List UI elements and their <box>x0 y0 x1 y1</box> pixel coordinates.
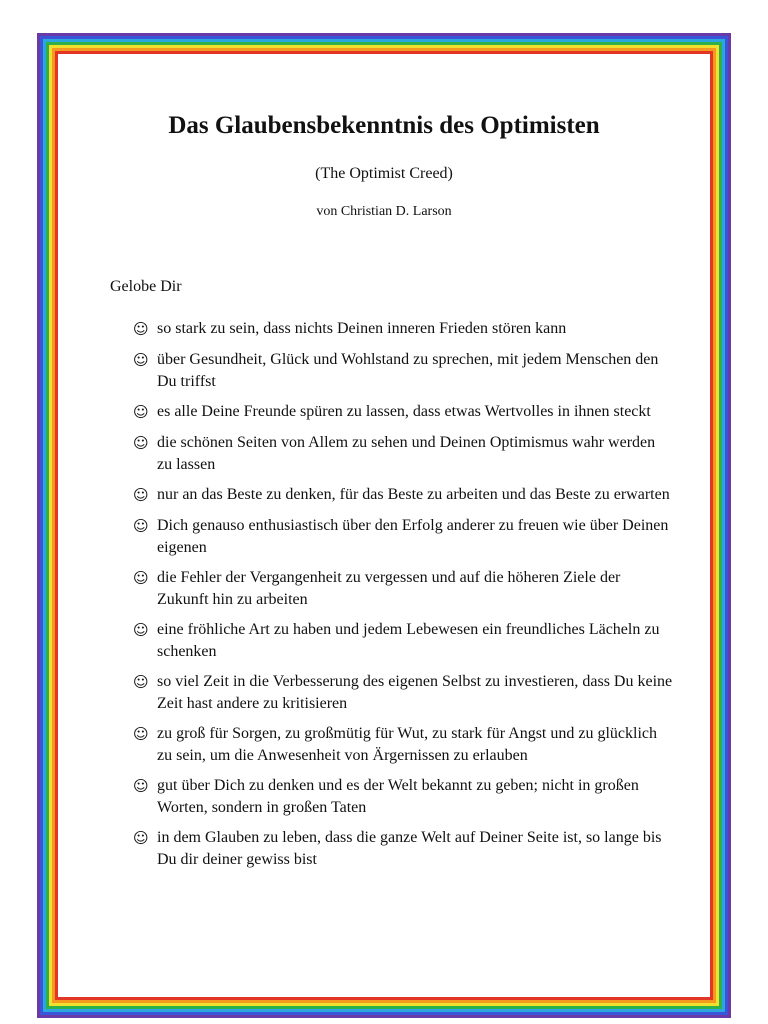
vow-text: die Fehler der Vergangenheit zu vergessen und auf die höheren Ziele der Zukunft hin zu arbeiten <box>157 569 621 608</box>
smiley-face-icon: ☺ <box>133 829 149 847</box>
vow-text: es alle Deine Freunde spüren zu lassen, dass etwas Wertvolles in ihnen steckt <box>157 403 651 420</box>
smiley-face-icon: ☺ <box>133 320 149 338</box>
smiley-face-icon: ☺ <box>133 517 149 535</box>
vow-text: in dem Glauben zu leben, dass die ganze Welt auf Deiner Seite ist, so lange bis Du dir deiner gewiss bist <box>157 829 662 868</box>
page-title: Das Glaubensbekenntnis des Optimisten <box>168 112 600 139</box>
list-item <box>133 567 673 610</box>
author-line: von Christian D. Larson <box>316 204 452 219</box>
vow-text: die schönen Seiten von Allem zu sehen und Deinen Optimismus wahr werden zu lassen <box>157 434 656 473</box>
smiley-face-icon: ☺ <box>133 569 149 587</box>
page-subtitle: (The Optimist Creed) <box>315 165 453 182</box>
smiley-face-icon: ☺ <box>133 434 149 452</box>
vow-text: über Gesundheit, Glück und Wohlstand zu sprechen, mit jedem Menschen den Du triffst <box>157 351 659 390</box>
list-item <box>133 723 673 766</box>
vow-text: nur an das Beste zu denken, für das Beste zu arbeiten und das Beste zu erwarten <box>157 486 670 503</box>
list-item <box>133 671 673 714</box>
smiley-face-icon: ☺ <box>133 725 149 743</box>
list-item <box>133 827 673 870</box>
smiley-face-icon: ☺ <box>133 403 149 421</box>
vow-text: zu groß für Sorgen, zu großmütig für Wut, zu stark für Angst und zu glücklich zu sein, um die Anwesenheit von Ärgernissen zu erlauben <box>157 725 658 764</box>
list-item <box>133 432 673 475</box>
vow-text: so viel Zeit in die Verbesserung des eigenen Selbst zu investieren, dass Du keine Zeit hast andere zu kritisieren <box>157 673 673 712</box>
list-item <box>133 318 673 340</box>
smiley-face-icon: ☺ <box>133 351 149 369</box>
vow-text: Dich genauso enthusiastisch über den Erfolg anderer zu freuen wie über Deinen eigenen <box>157 517 669 556</box>
smiley-face-icon: ☺ <box>133 673 149 691</box>
list-item <box>133 515 673 558</box>
vow-text: eine fröhliche Art zu haben und jedem Lebewesen ein freundliches Lächeln zu schenken <box>157 621 660 660</box>
smiley-face-icon: ☺ <box>133 777 149 795</box>
list-item <box>133 775 673 818</box>
list-item <box>133 349 673 392</box>
vow-list <box>133 318 673 879</box>
smiley-face-icon: ☺ <box>133 621 149 639</box>
intro-text: Gelobe Dir <box>110 278 182 295</box>
smiley-face-icon: ☺ <box>133 486 149 504</box>
list-item <box>133 619 673 662</box>
list-item <box>133 484 673 506</box>
vow-text: gut über Dich zu denken und es der Welt bekannt zu geben; nicht in großen Worten, sondern in großen Taten <box>157 777 639 816</box>
vow-text: so stark zu sein, dass nichts Deinen inneren Frieden stören kann <box>157 320 567 337</box>
list-item <box>133 401 673 423</box>
